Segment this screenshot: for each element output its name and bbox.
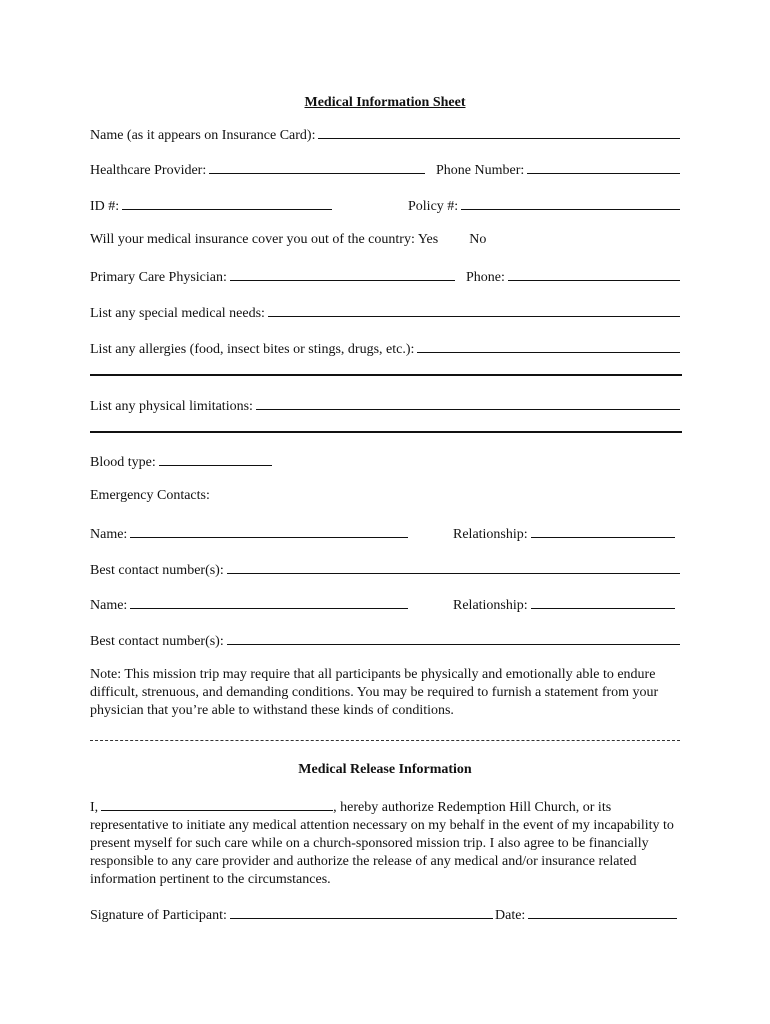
healthcare-provider-row xyxy=(90,160,425,179)
physical-limitations-row xyxy=(90,396,680,415)
contact-2-relationship-row xyxy=(453,595,675,614)
physician-phone-row xyxy=(466,267,680,286)
policy-field[interactable] xyxy=(461,196,680,210)
date-row xyxy=(495,905,677,924)
best-contact-field[interactable] xyxy=(227,631,680,645)
primary-care-row xyxy=(90,267,455,286)
special-needs-row xyxy=(90,303,680,322)
relationship-field[interactable] xyxy=(531,595,675,609)
contact-1-number-row xyxy=(90,560,680,579)
primary-care-field[interactable] xyxy=(230,267,455,281)
contact-name-label: Name: xyxy=(90,527,128,542)
allergies-label: List any allergies (food, insect bites or stings, drugs, etc.): xyxy=(90,342,415,357)
policy-label: Policy #: xyxy=(408,199,459,214)
relationship-field[interactable] xyxy=(531,524,675,538)
blood-type-field[interactable] xyxy=(159,452,272,466)
participant-name-field[interactable] xyxy=(101,797,333,811)
special-needs-label: List any special medical needs: xyxy=(90,306,265,321)
allergies-field[interactable] xyxy=(417,339,680,353)
blood-type-label: Blood type: xyxy=(90,455,156,470)
section-divider xyxy=(90,374,682,376)
page-title: Medical Information Sheet xyxy=(304,95,466,110)
section-divider xyxy=(90,431,682,433)
contact-2-name-row xyxy=(90,595,408,614)
contact-2-number-row xyxy=(90,631,680,650)
insurance-cover-label[interactable]: Will your medical insurance cover you out of the country: Yes xyxy=(90,232,439,247)
release-title: Medical Release Information xyxy=(298,762,472,777)
physician-phone-label: Phone: xyxy=(466,270,505,285)
release-prefix: I, xyxy=(90,800,99,815)
relationship-label: Relationship: xyxy=(453,527,528,542)
phone-number-row xyxy=(436,160,680,179)
name-insurance-row xyxy=(90,125,680,144)
insurance-no-option[interactable]: No xyxy=(469,232,487,247)
release-paragraph xyxy=(90,797,682,889)
relationship-label: Relationship: xyxy=(453,598,528,613)
signature-field[interactable] xyxy=(230,905,493,919)
physical-limitations-field[interactable] xyxy=(256,396,680,410)
primary-care-label: Primary Care Physician: xyxy=(90,270,227,285)
healthcare-provider-field[interactable] xyxy=(209,160,425,174)
id-label: ID #: xyxy=(90,199,120,214)
best-contact-label: Best contact number(s): xyxy=(90,563,224,578)
signature-label: Signature of Participant: xyxy=(90,908,227,923)
contact-1-name-row xyxy=(90,524,408,543)
cut-line xyxy=(90,740,680,741)
best-contact-field[interactable] xyxy=(227,560,680,574)
contact-name-field[interactable] xyxy=(130,524,408,538)
contact-1-relationship-row xyxy=(453,524,675,543)
best-contact-label: Best contact number(s): xyxy=(90,634,224,649)
special-needs-field[interactable] xyxy=(268,303,680,317)
name-insurance-field[interactable] xyxy=(318,125,680,139)
allergies-row xyxy=(90,339,680,358)
id-row xyxy=(90,196,332,215)
phone-number-field[interactable] xyxy=(527,160,680,174)
contact-name-label: Name: xyxy=(90,598,128,613)
physician-phone-field[interactable] xyxy=(508,267,680,281)
physical-limitations-label: List any physical limitations: xyxy=(90,399,253,414)
id-field[interactable] xyxy=(122,196,332,210)
signature-row xyxy=(90,905,493,924)
contact-name-field[interactable] xyxy=(130,595,408,609)
healthcare-provider-label: Healthcare Provider: xyxy=(90,163,207,178)
blood-type-row xyxy=(90,452,272,471)
date-field[interactable] xyxy=(528,905,677,919)
emergency-contacts-heading: Emergency Contacts: xyxy=(90,488,210,503)
name-insurance-label: Name (as it appears on Insurance Card): xyxy=(90,128,316,143)
date-label: Date: xyxy=(495,908,526,923)
insurance-cover-row xyxy=(90,232,680,248)
release-text: , hereby authorize Redemption Hill Church, or its representative to initiate any medical attention necessary on my behalf in the event of my incapability to present myself for such care while on a church-sponsored mission trip. I also agree to be financially responsible to any care provider and authorize the release of any medical and/or insurance related information pertinent to the circumstances. xyxy=(90,800,674,887)
policy-row xyxy=(408,196,680,215)
note-paragraph: Note: This mission trip may require that all participants be physically and emotionally able to endure difficult, strenuous, and demanding conditions. You may be required to furnish a statement from your physician that you’re able to withstand these kinds of conditions. xyxy=(90,667,659,718)
phone-number-label: Phone Number: xyxy=(436,163,525,178)
